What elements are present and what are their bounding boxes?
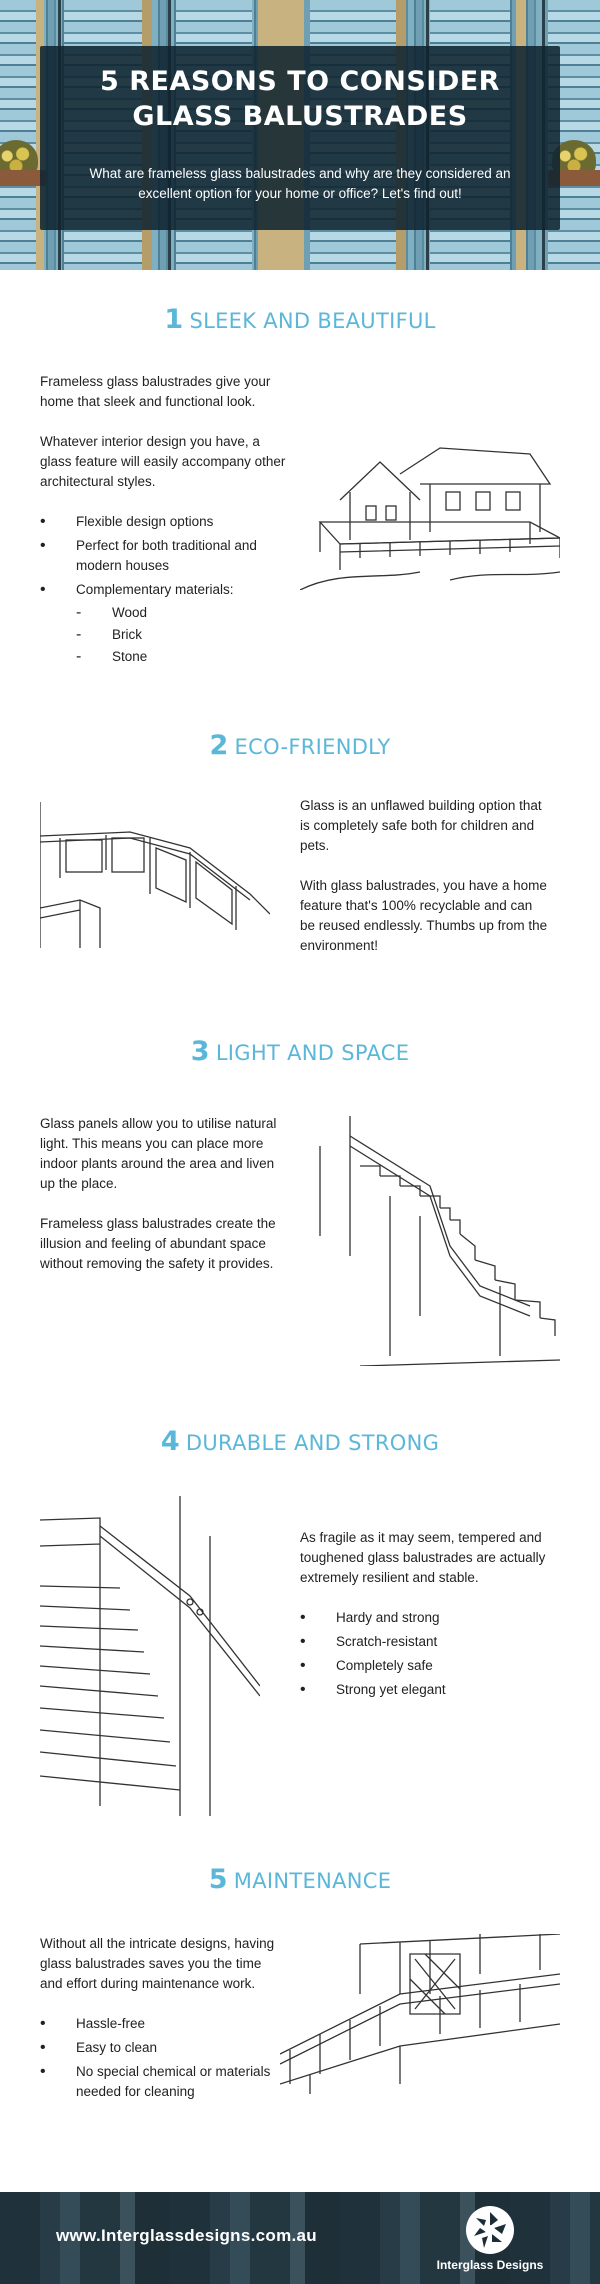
paragraph: With glass balustrades, you have a home feature that's 100% recyclable and can be reused endlessly. Thumbs up from the environment! — [300, 878, 548, 953]
staircase-sketch — [300, 1116, 560, 1366]
section-number: 1 — [164, 304, 184, 335]
list-item: • Flexible design options — [40, 512, 290, 532]
list-item: • Hassle-free — [40, 2014, 280, 2034]
list-item: • Completely safe — [300, 1656, 560, 1676]
section-2-text — [300, 796, 550, 976]
page-title — [40, 64, 560, 134]
feature-list — [300, 1608, 560, 1700]
stair-handrail-sketch — [40, 1496, 260, 1816]
sub-item: - Wood — [76, 602, 290, 624]
intro-text: What are frameless glass balustrades and why are they considered an excellent option for your home or office? Let's find out! — [89, 166, 511, 201]
list-item: • Strong yet elegant — [300, 1680, 560, 1700]
section-4-text — [300, 1528, 560, 1704]
house-with-balcony-sketch — [300, 440, 560, 590]
list-item — [40, 580, 290, 668]
section-1-heading — [0, 304, 600, 335]
section-title: DURABLE AND STRONG — [185, 1431, 440, 1455]
section-number: 3 — [190, 1036, 210, 1067]
list-item: • Easy to clean — [40, 2038, 280, 2058]
section-title: SLEEK AND BEAUTIFUL — [189, 309, 436, 333]
footer-banner — [0, 2192, 600, 2284]
paragraph: Without all the intricate designs, having glass balustrades saves you the time and effort during maintenance work. — [40, 1936, 275, 1991]
website-link[interactable]: www.Interglassdesigns.com.au — [56, 2226, 317, 2245]
section-5-heading — [0, 1864, 600, 1895]
paragraph: Glass panels allow you to utilise natural light. This means you can place more indoor plants around the area and liven up the place. — [40, 1116, 277, 1191]
section-2-heading — [0, 730, 600, 761]
list-item: • Scratch-resistant — [300, 1632, 560, 1652]
section-number: 5 — [208, 1864, 228, 1895]
section-number: 2 — [209, 730, 229, 761]
sub-item: - Brick — [76, 624, 290, 646]
title-line-2: GLASS BALUSTRADES — [132, 101, 468, 132]
window-shutter — [0, 0, 36, 270]
section-title: LIGHT AND SPACE — [215, 1041, 410, 1065]
materials-sublist — [76, 602, 290, 668]
paragraph: Whatever interior design you have, a glass feature will easily accompany other architectural styles. — [40, 434, 286, 489]
list-item-label: Complementary materials: — [76, 582, 234, 597]
paragraph: Frameless glass balustrades give your home that sleek and functional look. — [40, 374, 271, 409]
section-title: ECO-FRIENDLY — [234, 735, 391, 759]
section-3-heading — [0, 1036, 600, 1067]
list-item: • Perfect for both traditional and modern houses — [40, 536, 290, 576]
interior-balustrade-sketch — [40, 798, 270, 948]
list-item: • Hardy and strong — [300, 1608, 560, 1628]
paragraph: Glass is an unflawed building option that is completely safe both for children and pets. — [300, 798, 542, 853]
paragraph: As fragile as it may seem, tempered and toughened glass balustrades are actually extremely resilient and stable. — [300, 1530, 546, 1585]
deck-balcony-sketch — [280, 1934, 560, 2094]
aperture-logo-icon — [466, 2206, 514, 2254]
sub-item: - Stone — [76, 646, 290, 668]
title-line-1: 5 REASONS TO CONSIDER — [100, 66, 500, 97]
section-number: 4 — [160, 1426, 180, 1457]
list-item: • No special chemical or materials needed for cleaning — [40, 2062, 280, 2102]
section-5-text — [40, 1934, 280, 2106]
section-title: MAINTENANCE — [233, 1869, 392, 1893]
section-4-heading — [0, 1426, 600, 1457]
paragraph: Frameless glass balustrades create the illusion and feeling of abundant space without removing the safety it provides. — [40, 1216, 276, 1271]
section-3-text — [40, 1114, 280, 1294]
feature-list — [40, 512, 290, 668]
section-1-text — [40, 372, 290, 672]
header-banner — [0, 0, 600, 270]
feature-list — [40, 2014, 280, 2102]
brand-name: Interglass Designs — [436, 2258, 544, 2272]
